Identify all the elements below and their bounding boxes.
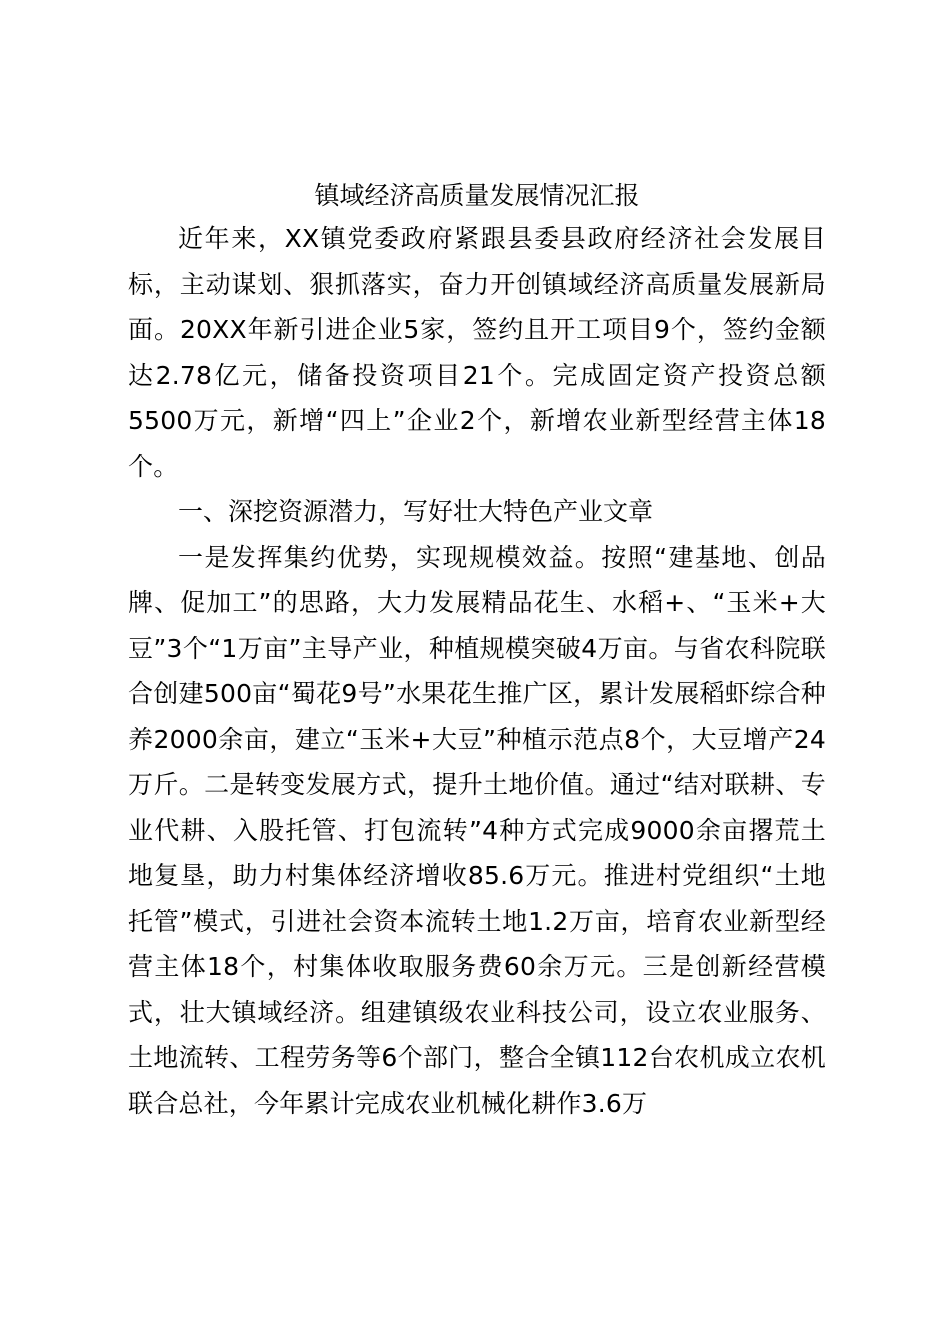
section-heading: 一、深挖资源潜力，写好壮大特色产业文章 (178, 497, 654, 526)
section-body-paragraph: 一是发挥集约优势，实现规模效益。按照“建基地、创品牌、促加工”的思路，大力发展精品花生、水稻+、“玉米+大豆”3个“1万亩”主导产业，种植规模突破4万亩。与省农科院联合创建500亩“蜀花9号”水果花生推广区，累计发展稻虾综合种养2000余亩，建立“玉米+大豆”种植示范点8个，大豆增产24万斤。二是转变发展方式，提升土地价值。通过“结对联耕、专业代耕、入股托管、打包流转”4种方式完成9000余亩撂荒土地复垦，助力村集体经济增收85.6万元。推进村党组织“土地托管”模式，引进社会资本流转土地1.2万亩，培育农业新型经营主体18个，村集体收取服务费60余万元。三是创新经营模式，壮大镇域经济。组建镇级农业科技公司，设立农业服务、土地流转、工程劳务等6个部门，整合全镇112台农机成立农机联合总社，今年累计完成农业机械化耕作3.6万 (128, 542, 826, 1118)
document-title: 镇域经济高质量发展情况汇报 (314, 181, 640, 210)
intro-paragraph: 近年来，XX镇党委政府紧跟县委县政府经济社会发展目标，主动谋划、狠抓落实，奋力开创镇域经济高质量发展新局面。20XX年新引进企业5家，签约且开工项目9个，签约金额达2.78亿元，储备投资项目21个。完成固定资产投资总额5500万元，新增“四上”企业2个，新增农业新型经营主体18个。 (128, 224, 826, 481)
document-page (128, 176, 826, 1126)
